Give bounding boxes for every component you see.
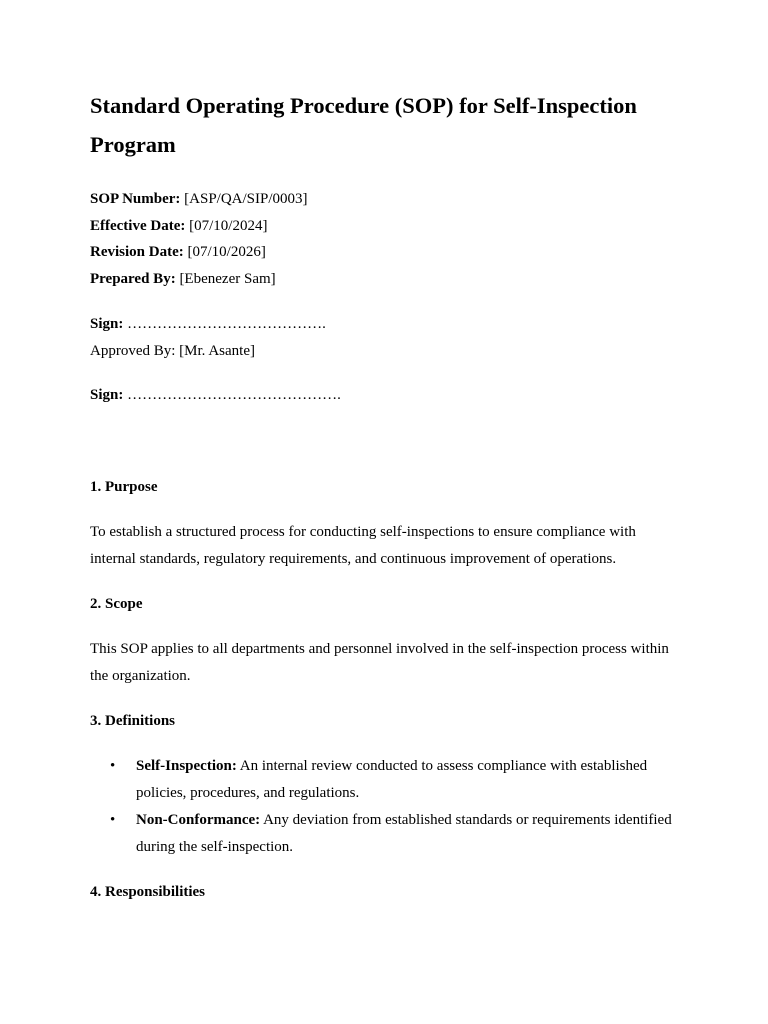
revision-date-line bbox=[90, 239, 682, 266]
sop-number-value: [ASP/QA/SIP/0003] bbox=[180, 191, 308, 207]
effective-date-value: [07/10/2024] bbox=[185, 217, 268, 234]
definition-term: Non-Conformance: bbox=[136, 811, 261, 828]
bullet-icon: • bbox=[110, 811, 116, 828]
prepared-sign-label: Sign: bbox=[90, 315, 124, 332]
prepared-by-line bbox=[90, 266, 682, 293]
approved-sign-blank: ……………………………………. bbox=[123, 387, 341, 404]
revision-date-value: [07/10/2026] bbox=[183, 244, 266, 261]
prepared-by-value: [Ebenezer Sam] bbox=[175, 271, 276, 288]
definition-item-self-inspection bbox=[90, 753, 682, 807]
definition-item-non-conformance bbox=[90, 807, 682, 861]
approved-by-line: Approved By: [Mr. Asante] bbox=[90, 342, 255, 359]
effective-date-label: Effective Date: bbox=[90, 217, 186, 234]
sop-number-line bbox=[90, 186, 682, 213]
definition-term: Self-Inspection: bbox=[136, 757, 237, 774]
effective-date-line bbox=[90, 213, 682, 240]
approved-sign-line bbox=[90, 382, 682, 409]
bullet-icon: • bbox=[110, 757, 116, 774]
section-spacer bbox=[90, 409, 682, 474]
prepared-sign-blank: …………………………………. bbox=[123, 315, 326, 332]
definitions-list bbox=[90, 753, 682, 861]
responsibilities-heading: 4. Responsibilities bbox=[90, 883, 206, 900]
definition-text: An internal review conducted to assess compliance with established policies, procedures, and regulations. bbox=[136, 757, 648, 801]
purpose-heading: 1. Purpose bbox=[90, 478, 158, 495]
revision-date-label: Revision Date: bbox=[90, 244, 184, 261]
sop-number-label: SOP Number: bbox=[90, 191, 181, 207]
approved-sign-label: Sign: bbox=[90, 387, 124, 404]
scope-text: This SOP applies to all departments and personnel involved in the self-inspection process within the organization. bbox=[90, 640, 669, 684]
definition-text: Any deviation from established standards or requirements identified during the self-inspection. bbox=[136, 811, 672, 855]
definitions-heading: 3. Definitions bbox=[90, 712, 176, 729]
document-page bbox=[90, 86, 682, 906]
prepared-by-label: Prepared By: bbox=[90, 271, 176, 288]
purpose-text: To establish a structured process for conducting self-inspections to ensure compliance with internal standards, regulatory requirements, and continuous improvement of operations. bbox=[90, 523, 636, 567]
scope-heading: 2. Scope bbox=[90, 595, 143, 612]
prepared-sign-line bbox=[90, 311, 682, 338]
document-title: Standard Operating Procedure (SOP) for Self-Inspection Program bbox=[90, 93, 637, 157]
